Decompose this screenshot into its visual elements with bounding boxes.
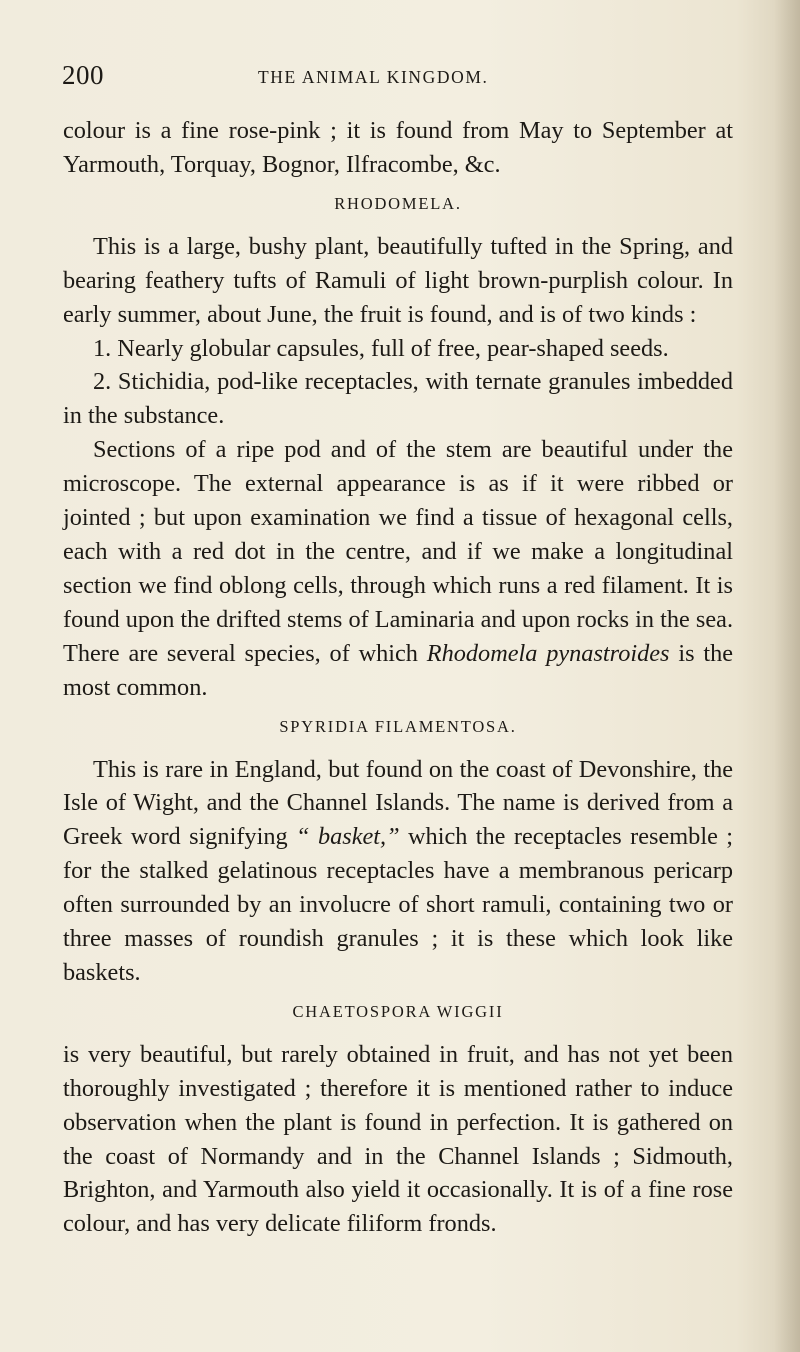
heading-rhodomela: RHODOMELA. (334, 193, 462, 213)
rhodomela-list-item-2: 2. Stichidia, pod-like receptacles, with ternate granules imbedded in the substance. (63, 368, 733, 430)
heading-spyridia: SPYRIDIA FILAMENTOSA. (279, 716, 517, 736)
rhodomela-paragraph-2 (63, 433, 733, 704)
species-name-italic: Rhodomela pynastroides (426, 639, 670, 667)
running-head: THE ANIMAL KINGDOM. (258, 67, 489, 87)
intro-paragraph: colour is a fine rose-pink ; it is found from May to September at Yarmouth, Torquay, Bognor, Ilfracombe, &c. (63, 117, 733, 178)
chaetospora-paragraph: is very beautiful, but rarely obtained in fruit, and has not yet been thoroughly investigated ; therefore it is mentioned rather to induce observation when the plant is found in perfection. It is gathered on the coast of Normandy and in the Channel Islands ; Sidmouth, Brighton, and Yarmouth also yield it occasionally. It is of a fine rose colour, and has very delicate filiform fronds. (63, 1040, 733, 1238)
page-header (62, 60, 742, 96)
rhodomela-paragraph-1: This is a large, bushy plant, beautifully tufted in the Spring, and bearing feathery tufts of Ramuli of light brown-purplish colour. In early summer, about June, the fruit is found, and is of two kinds : (63, 232, 733, 328)
page-edge-shadow (774, 0, 800, 1352)
rhodomela-text-a: Sections of a ripe pod and of the stem are beautiful under the microscope. The external appearance is as if it were ribbed or jointed ; but upon examination we find a tissue of hexagonal cells, each with a red dot in the centre, and if we make a longitudinal section we find oblong cells, through which runs a red filament. It is found upon the drifted stems of Laminaria and upon rocks in the sea. There are several species, of which (63, 436, 734, 667)
rhodomela-text-b: is the most common. (63, 639, 734, 701)
spyridia-text-b: which the receptacles resemble ; for the stalked gelatinous receptacles have a membranous pericarp often surrounded by an involucre of short ramuli, containing two or three masses of roundish granules ; it is these which look like baskets. (63, 823, 734, 986)
page-number: 200 (62, 60, 104, 90)
spyridia-text-a: This is rare in England, but found on the coast of Devonshire, the Isle of Wight, and the Channel Islands. The name is derived from a Greek word signifying (63, 755, 733, 851)
page-content (63, 114, 733, 1241)
heading-chaetospora: CHAETOSPORA WIGGII (292, 1001, 504, 1021)
spyridia-paragraph (63, 753, 733, 990)
basket-word-italic: “ basket,” (296, 823, 400, 851)
rhodomela-list-item-1: 1. Nearly globular capsules, full of free, pear-shaped seeds. (93, 334, 669, 362)
